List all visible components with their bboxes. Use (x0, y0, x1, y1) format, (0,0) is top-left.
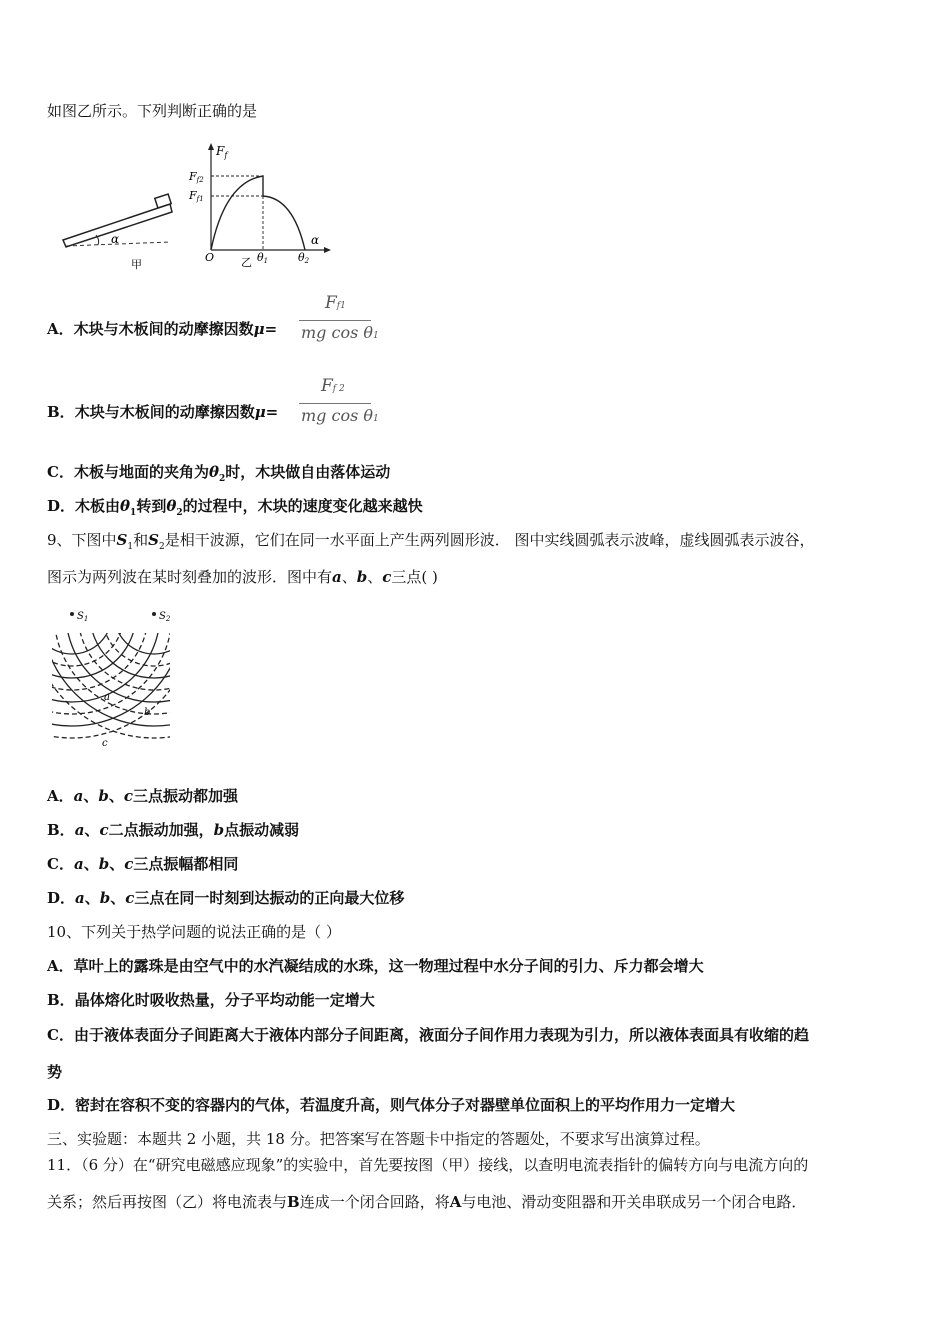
incline-angle-label: α (111, 232, 120, 246)
q8-option-b-fraction: Ff 2 mg cos θ1 (301, 376, 379, 425)
q11-stem-line2: 关系；然后再按图（乙）将电流表与B连成一个闭合回路，将A与电池、滑动变阻器和开关串联成另一个闭合电路． (47, 1193, 807, 1211)
source-s2-dot (152, 612, 156, 616)
x-axis-arrow (324, 247, 331, 253)
q10-option-c-continued: 势 (47, 1063, 63, 1081)
option-letter: D． (47, 889, 76, 907)
s2-crest (114, 603, 178, 654)
q10-option-a: A．草叶上的露珠是由空气中的水汽凝结成的水珠，这一物理过程中水分子间的引力、斥力都会增大 (47, 957, 704, 975)
q8-option-b: B．木块与木板间的动摩擦因数μ= (47, 403, 279, 421)
point-b-label: b (144, 707, 151, 718)
wave-figure (48, 603, 178, 753)
q9-option-c: C．a、b、c三点振幅都相同 (47, 855, 239, 873)
s1-trough (48, 603, 124, 666)
y-axis-label: $F_f$ (216, 144, 228, 160)
option-letter: C． (47, 463, 74, 481)
friction-graph (185, 140, 335, 268)
ff1-label: Ff1 (189, 189, 204, 203)
source-s1-label: $S_1$ (77, 611, 89, 623)
q9-option-d: D．a、b、c三点在同一时刻到达振动的正向最大位移 (47, 889, 405, 907)
option-letter: D． (47, 497, 76, 515)
option-letter: A． (47, 787, 74, 805)
section-heading: 三、实验题：本题共 2 小题，共 18 分。把答案写在答题卡中指定的答题处，不要求写出演算过程。 (47, 1130, 710, 1148)
theta1-label: θ1 (257, 251, 269, 265)
option-letter: D． (47, 1096, 76, 1114)
q8-intro: 如图乙所示。下列判断正确的是 (47, 102, 258, 120)
q8-option-a-fraction: Ff1 mg cos θ1 (301, 293, 379, 342)
option-letter: A． (47, 320, 74, 338)
q10-option-b: B．晶体熔化时吸收热量，分子平均动能一定增大 (47, 991, 375, 1009)
s1-trough (48, 603, 172, 714)
y-axis-arrow (208, 143, 214, 150)
s2-trough (102, 603, 178, 666)
point-a-label: a (104, 692, 110, 703)
option-letter: A． (47, 957, 74, 975)
option-letter: C． (47, 1026, 74, 1044)
q11-stem-line1: 11．（6 分）在“研究电磁感应现象”的实验中，首先要按图（甲）接线，以查明电流表指针的偏转方向与电流方向的 (47, 1156, 809, 1174)
q8-option-a: A．木块与木板间的动摩擦因数μ= (47, 320, 278, 338)
wooden-block (155, 194, 171, 208)
option-letter: B． (47, 991, 75, 1009)
option-letter: B． (47, 821, 75, 839)
option-letter: B． (47, 403, 75, 421)
q9-option-a: A．a、b、c三点振动都加强 (47, 787, 239, 805)
q8-option-d: D．木板由$\theta_1$转到$\theta_2$的过程中，木块的速度变化越来越快 (47, 497, 423, 518)
source-s1-dot (70, 612, 74, 616)
x-axis-label: α (311, 233, 320, 247)
option-letter: C． (47, 855, 74, 873)
ff2-label: Ff2 (189, 170, 204, 184)
fig-jia-label: 甲 (131, 258, 142, 270)
source-s2-label: $S_2$ (159, 611, 171, 623)
incline-figure (58, 190, 178, 270)
s1-crest (48, 603, 136, 678)
q9-stem-line1: 9、下图中$S_1$和$S_2$是相干波源，它们在同一水平面上产生两列圆形波． 图中实线圆弧表示波峰，虚线圆弧表示波谷， (47, 531, 815, 552)
q10-option-c: C．由于液体表面分子间距离大于液体内部分子间距离，液面分子间作用力表现为引力，所以液体表面具有收缩的趋 (47, 1026, 809, 1044)
q10-option-d: D．密封在容积不变的容器内的气体，若温度升高，则气体分子对器壁单位面积上的平均作用力一定增大 (47, 1096, 736, 1114)
q10-stem: 10、下列关于热学问题的说法正确的是（ ） (47, 923, 341, 941)
fig-yi-label: 乙 (241, 256, 252, 268)
point-c-label: c (102, 738, 108, 749)
theta2-label: θ2 (298, 251, 310, 265)
friction-curve (211, 176, 305, 250)
q9-stem-line2: 图示为两列波在某时刻叠加的波形．图中有a、b、c三点( ) (47, 568, 438, 586)
q8-option-c: C．木板与地面的夹角为$\theta_2$时，木块做自由落体运动 (47, 463, 391, 484)
wave-arcs (48, 603, 178, 738)
q9-option-b: B．a、c二点振动加强，b点振动减弱 (47, 821, 300, 839)
origin-label: O (205, 251, 215, 264)
